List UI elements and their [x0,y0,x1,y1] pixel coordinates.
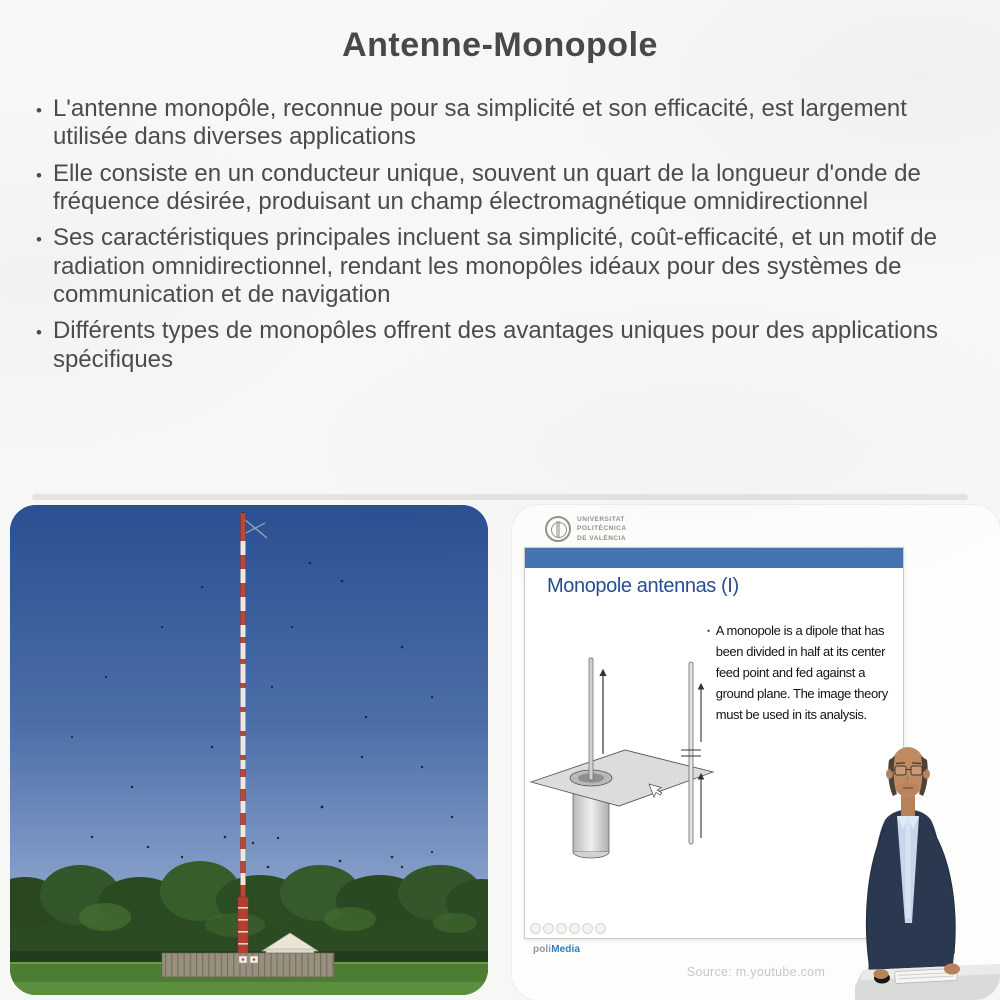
player-button-icon[interactable] [530,923,541,934]
source-caption: Source: m.youtube.com [686,965,826,979]
slide-bullet [707,620,905,725]
player-button-icon[interactable] [569,923,580,934]
bullet-dot-icon: • [36,323,42,343]
upv-emblem-icon [545,516,571,542]
lecture-video-still [512,505,1000,1000]
player-button-icon[interactable] [595,923,606,934]
bullet-item [36,224,940,309]
bullet-list [36,95,940,374]
player-button-icon[interactable] [543,923,554,934]
lecturer [855,738,1000,1000]
bullet-text: Elle consiste en un conducteur unique, souvent un quart de la longueur d'onde de fréquence désirée, produisant un champ électromagnétique omnidirectionnel [52,159,921,215]
presentation-slide [524,547,904,939]
slide-title: Monopole antennas (I) [547,575,739,597]
player-button-icon[interactable] [582,923,593,934]
antenna-photo-graphic [10,505,488,995]
bullet-dot-icon: • [36,101,42,120]
bullet-text: Différents types de monopôles offrent des avantages uniques pour des applications spécifiques [52,317,938,373]
bullet-item [36,317,940,374]
upv-logo-line: POLITÈCNICA [577,525,627,533]
images-divider-bar [32,494,968,500]
bullet-text: L'antenne monopôle, reconnue pour sa simplicité et son efficacité, est largement utilisée dans diverses applications [52,95,907,151]
upv-logo-line: DE VALÈNCIA [577,534,627,542]
upv-logo-text [577,515,627,543]
bullet-item [36,95,940,152]
monopole-dipole-diagram [529,654,717,866]
lecturer-left-hand [874,969,889,979]
slide-header-bar [525,548,903,568]
monopole-over-ground-plane [531,658,713,858]
lecturer-head [886,747,930,816]
bullet-dot-icon: • [707,626,710,636]
upv-logo-line: UNIVERSITAT [577,516,625,523]
lecturer-right-hand [944,964,960,975]
polimedia-logo [533,944,580,955]
player-button-icon[interactable] [556,923,567,934]
page-title: Antenne-Monopole [342,26,658,64]
slide-bullet-text: A monopole is a dipole that has been divided in half at its center feed point and fed against a ground plane. The image theory must be used in its analysis. [715,623,888,723]
polimedia-logo-part: Media [551,944,581,955]
dipole-diagram [681,662,701,844]
bullet-item [36,160,940,217]
bullet-text: Ses caractéristiques principales incluent sa simplicité, coût-efficacité, et un motif de radiation omnidirectionnel, rendant les monopôles idéaux pour des systèmes de communication et de navigation [52,224,937,308]
wooden-fence [162,953,334,977]
bullet-dot-icon: • [36,230,42,250]
bullet-dot-icon: • [36,165,42,185]
player-controls [530,923,606,934]
upv-logo [545,515,627,543]
antenna-mast-photo [10,505,488,995]
polimedia-logo-part: poli [533,944,552,955]
